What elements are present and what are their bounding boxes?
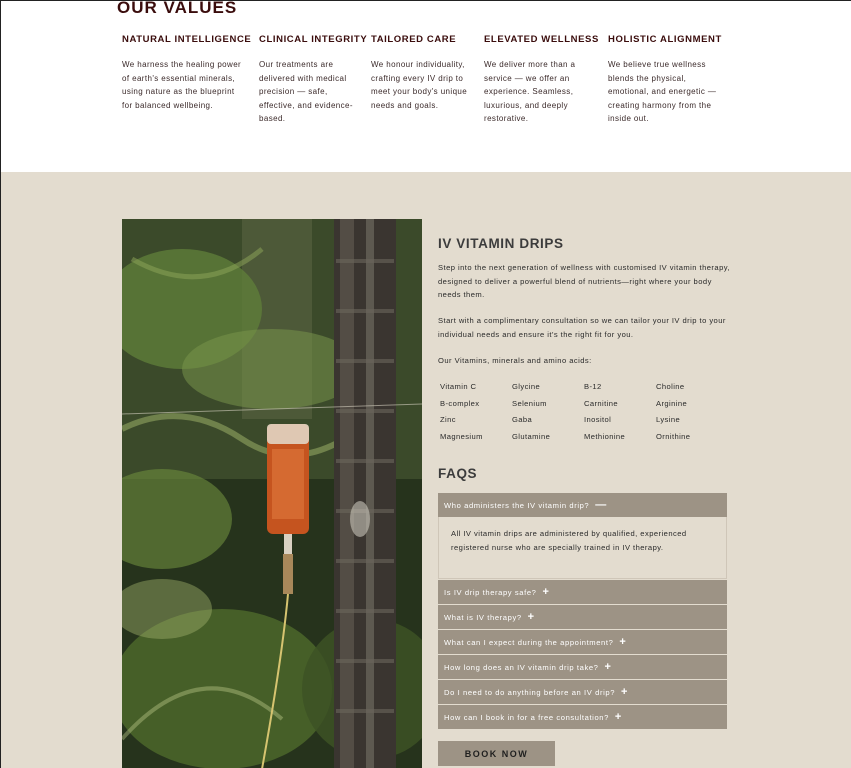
faqs-title: FAQS	[438, 466, 478, 481]
faq-question-text: Who administers the IV vitamin drip?	[444, 500, 590, 510]
faq-answer: All IV vitamin drips are administered by qualified, experienced registered nurse who are specially trained in IV therapy.	[438, 517, 727, 579]
nutrient-item: Selenium	[512, 398, 547, 408]
nutrient-item: Glutamine	[512, 432, 551, 442]
nutrient-item: Arginine	[656, 398, 688, 408]
value-description: We deliver more than a service — we offer an experience. Seamless, luxurious, and deeply restorative.	[484, 60, 576, 123]
faq-question[interactable]	[438, 655, 727, 679]
value-heading: ELEVATED WELLNESS	[484, 34, 599, 45]
faq-question[interactable]	[438, 680, 727, 704]
expand-icon[interactable]: +	[527, 610, 535, 623]
faq-question[interactable]	[438, 705, 727, 729]
drips-intro: Step into the next generation of wellness with customised IV vitamin therapy, designed to deliver a powerful blend of nutrients—right where your body needs them.	[438, 263, 730, 299]
faq-question-text: How can I book in for a free consultation?	[444, 712, 609, 722]
expand-icon[interactable]: +	[614, 710, 622, 723]
drips-consultation: Start with a complimentary consultation so we can tailor your IV drip to your individual needs and ensure it's the right fit for you.	[438, 316, 726, 339]
drips-title: IV VITAMIN DRIPS	[438, 236, 564, 251]
nutrient-item: B-complex	[440, 398, 480, 408]
value-heading: HOLISTIC ALIGNMENT	[608, 34, 722, 45]
value-heading: NATURAL INTELLIGENCE	[122, 34, 252, 45]
nutrient-item: Methionine	[584, 432, 626, 442]
nutrient-item: Carnitine	[584, 398, 618, 408]
value-clinical-integrity	[259, 34, 389, 126]
faq-question-text: Do I need to do anything before an IV drip?	[444, 687, 616, 697]
value-description: We honour individuality, crafting every IV drip to meet your body's unique needs and goals.	[371, 60, 468, 110]
faq-question[interactable]	[438, 580, 727, 604]
value-elevated-wellness	[484, 34, 614, 126]
nutrient-item: Ornithine	[656, 432, 691, 442]
nutrient-item: Choline	[656, 382, 685, 391]
collapse-icon[interactable]: —	[595, 498, 607, 511]
expand-icon[interactable]: +	[619, 635, 627, 648]
value-natural-intelligence	[122, 34, 252, 112]
value-description: We believe true wellness blends the physical, emotional, and energetic — creating harmony from the inside out.	[608, 60, 717, 123]
iv-drip-jungle-photo	[122, 219, 422, 768]
faq-question-text: What can I expect during the appointment?	[444, 637, 614, 647]
nutrient-item: Lysine	[656, 415, 681, 425]
value-heading: TAILORED CARE	[371, 34, 457, 45]
book-now-button[interactable]: BOOK NOW	[438, 741, 555, 766]
nutrient-item: Glycine	[512, 382, 541, 391]
faq-question-text: Is IV drip therapy safe?	[444, 587, 537, 597]
faq-question-open[interactable]	[438, 493, 727, 517]
faq-question-text: How long does an IV vitamin drip take?	[444, 662, 599, 672]
expand-icon[interactable]: +	[542, 585, 550, 598]
nutrient-item: Zinc	[440, 415, 456, 425]
value-description: We harness the healing power of earth's essential minerals, using nature as the blueprint for balanced wellbeing.	[122, 60, 242, 110]
nutrient-item: Gaba	[512, 415, 533, 425]
expand-icon[interactable]: +	[621, 685, 629, 698]
nutrient-item: Magnesium	[440, 432, 483, 442]
values-title: OUR VALUES	[117, 0, 238, 17]
value-heading: CLINICAL INTEGRITY	[259, 34, 368, 45]
value-tailored-care	[371, 34, 501, 112]
faq-question[interactable]	[438, 605, 727, 629]
drips-nutrients-label: Our Vitamins, minerals and amino acids:	[438, 356, 592, 365]
faq-question-text: What is IV therapy?	[444, 612, 522, 622]
nutrient-item: Vitamin C	[440, 382, 477, 391]
faq-question[interactable]	[438, 630, 727, 654]
value-description: Our treatments are delivered with medical precision — safe, effective, and evidence- based.	[259, 60, 353, 123]
nutrient-item: Inositol	[584, 415, 612, 425]
nutrient-grid	[440, 380, 728, 443]
nutrient-item: B-12	[584, 382, 602, 391]
expand-icon[interactable]: +	[604, 660, 612, 673]
iv-drips-section	[1, 172, 851, 768]
value-holistic-alignment	[608, 34, 738, 126]
our-values-section	[1, 1, 851, 172]
